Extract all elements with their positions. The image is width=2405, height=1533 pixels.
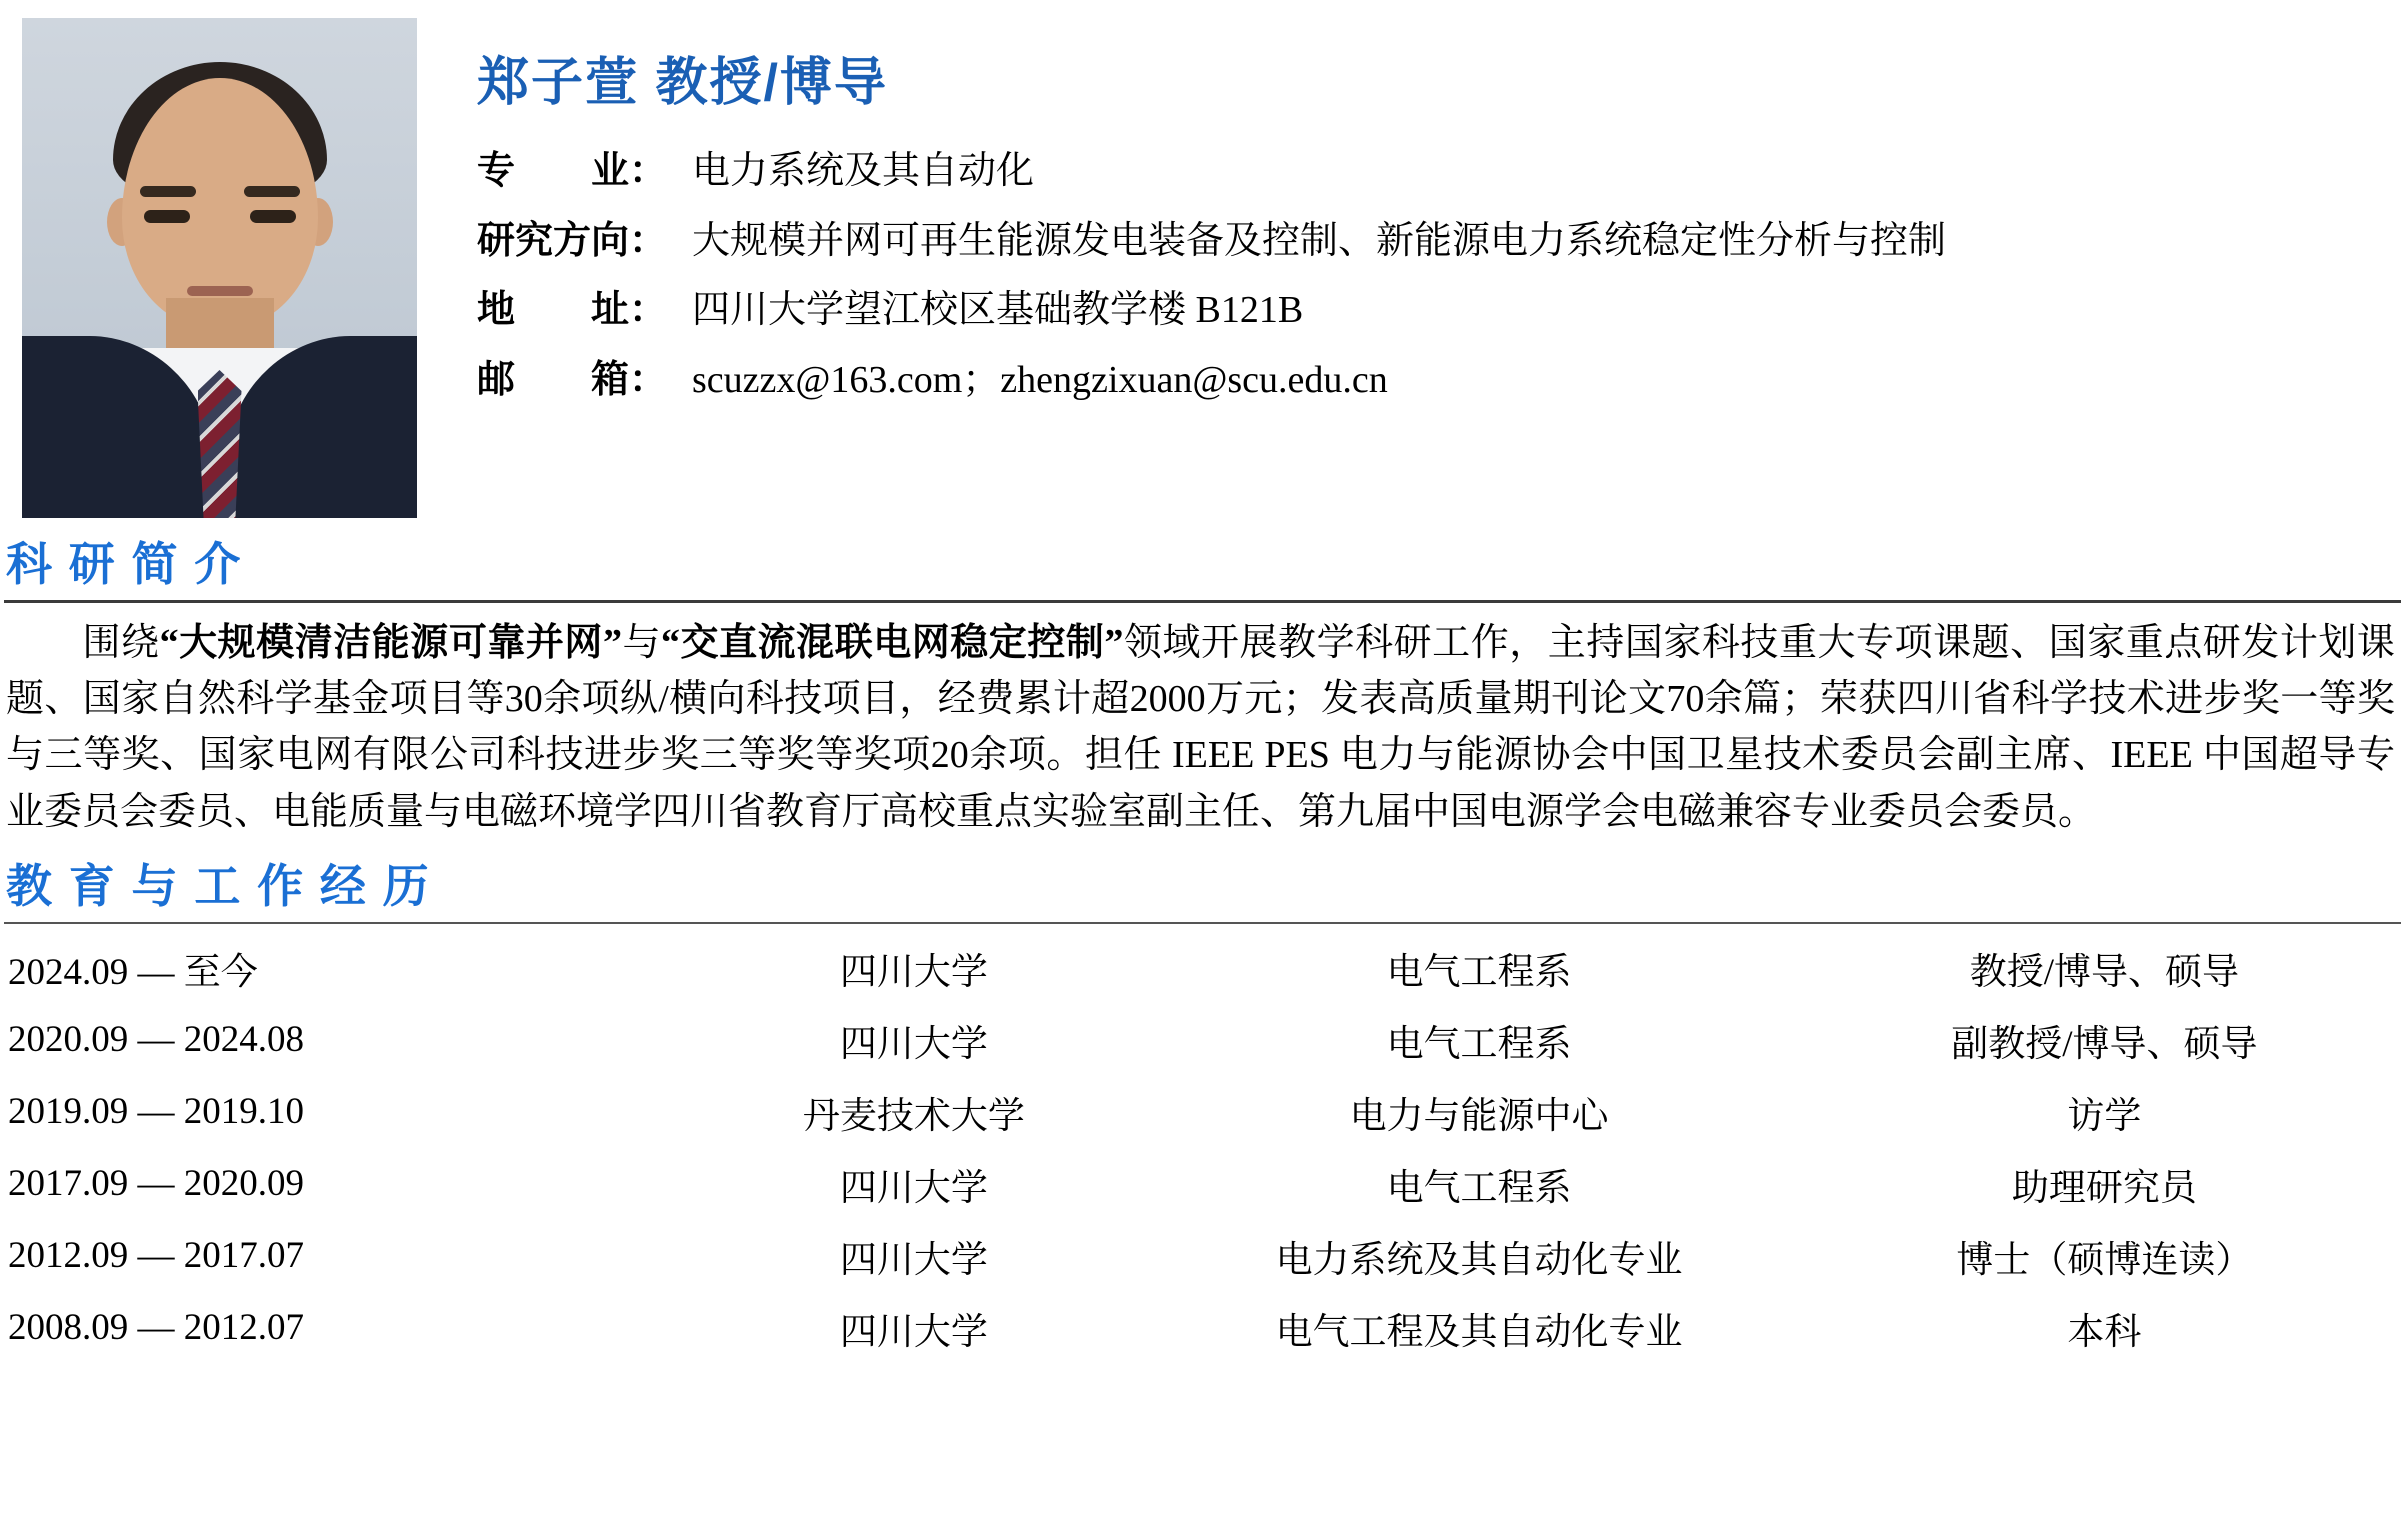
experience-org: 四川大学 xyxy=(839,951,988,993)
experience-dept: 电力系统及其自动化专业 xyxy=(1275,1239,1683,1281)
table-row xyxy=(0,1148,2405,1220)
experience-period: 2017.09 — 2020.09 xyxy=(8,1163,304,1205)
field-email xyxy=(477,350,2405,412)
experience-dept: 电力与能源中心 xyxy=(1349,1095,1609,1137)
field-major-value: 电力系统及其自动化 xyxy=(692,150,1035,192)
experience-org: 四川大学 xyxy=(839,1239,988,1281)
table-row xyxy=(0,932,2405,1004)
experience-period: 2012.09 — 2017.07 xyxy=(8,1235,304,1277)
research-paragraph xyxy=(0,611,2405,840)
table-row xyxy=(0,1220,2405,1292)
experience-dept: 电气工程系 xyxy=(1386,1023,1572,1065)
experience-role: 副教授/博导、硕导 xyxy=(1951,1023,2258,1065)
table-row xyxy=(0,1004,2405,1076)
field-email-label: 邮 箱： xyxy=(477,358,668,401)
portrait-eye-right xyxy=(250,210,296,223)
field-research-direction-value: 大规模并网可再生能源发电装备及控制、新能源电力系统稳定性分析与控制 xyxy=(692,219,1947,262)
experience-table xyxy=(0,932,2405,1364)
field-email-value[interactable]: scuzzx@163.com；zhengzixuan@scu.edu.cn xyxy=(692,358,1388,401)
research-text-2: 与 xyxy=(621,622,662,664)
table-row xyxy=(0,1292,2405,1364)
experience-period: 2019.09 — 2019.10 xyxy=(8,1091,304,1133)
divider-research xyxy=(4,600,2401,603)
experience-role: 教授/博导、硕导 xyxy=(1969,951,2239,993)
field-research-direction-label: 研究方向： xyxy=(477,219,668,262)
table-row xyxy=(0,1076,2405,1148)
avatar xyxy=(22,18,417,518)
profile-info xyxy=(417,18,2405,419)
experience-role: 博士（硕博连读） xyxy=(1956,1239,2253,1281)
experience-dept: 电气工程系 xyxy=(1386,1167,1572,1209)
field-major-label: 专 业： xyxy=(477,150,668,192)
portrait-brow-right xyxy=(244,186,300,197)
experience-period: 2024.09 — 至今 xyxy=(8,951,258,993)
experience-org: 四川大学 xyxy=(839,1167,988,1209)
research-quote-2: “交直流混联电网稳定控制” xyxy=(661,622,1124,664)
experience-org: 四川大学 xyxy=(839,1023,988,1065)
section-title-experience: 教 育 与 工 作 经 历 xyxy=(6,859,431,912)
experience-org: 丹麦技术大学 xyxy=(802,1095,1025,1137)
field-address xyxy=(477,280,2405,342)
divider-experience xyxy=(4,922,2401,924)
portrait-tie xyxy=(198,370,242,518)
experience-role: 助理研究员 xyxy=(2011,1167,2197,1209)
portrait-photo xyxy=(22,18,417,518)
experience-role: 访学 xyxy=(2067,1095,2142,1137)
experience-table-body xyxy=(0,932,2405,1364)
field-address-label: 地 址： xyxy=(477,289,668,332)
portrait-eye-left xyxy=(144,210,190,223)
research-text-1: 围绕 xyxy=(82,622,160,664)
profile-header xyxy=(0,0,2405,518)
research-quote-1: “大规模清洁能源可靠并网” xyxy=(159,622,622,664)
page-title: 郑子萱 教授/博导 xyxy=(477,54,888,112)
section-title-research: 科 研 简 介 xyxy=(6,538,243,590)
field-address-value: 四川大学望江校区基础教学楼 B121B xyxy=(692,289,1304,332)
field-major xyxy=(477,141,2405,203)
experience-dept: 电气工程系 xyxy=(1386,951,1572,993)
experience-org: 四川大学 xyxy=(839,1311,988,1353)
portrait-mouth xyxy=(187,286,253,296)
field-research-direction xyxy=(477,211,2405,273)
experience-period: 2008.09 — 2012.07 xyxy=(8,1307,304,1349)
research-text-3: 领域开展教学科研工作，主持国家科技重大专项课题、国家重点研发计划课题、国家自然科学基金项目等30余项纵/横向科技项目，经费累计超2000万元；发表高质量期刊论文70余篇；荣获四川省科学技术进步奖一等奖与三等奖、国家电网有限公司科技进步奖三等奖等奖项20余项。担任 IEEE PES 电力与能源协会中国卫星技术委员会副主席、IEEE 中国超导专业委员会委员、电能质量与电磁环境学四川省教育厅高校重点实验室副主任、第九届中国电源学会电磁兼容专业委员会委员。 xyxy=(6,622,2395,833)
portrait-brow-left xyxy=(140,186,196,197)
experience-dept: 电气工程及其自动化专业 xyxy=(1275,1311,1683,1353)
experience-role: 本科 xyxy=(2067,1311,2142,1353)
experience-period: 2020.09 — 2024.08 xyxy=(8,1019,304,1061)
